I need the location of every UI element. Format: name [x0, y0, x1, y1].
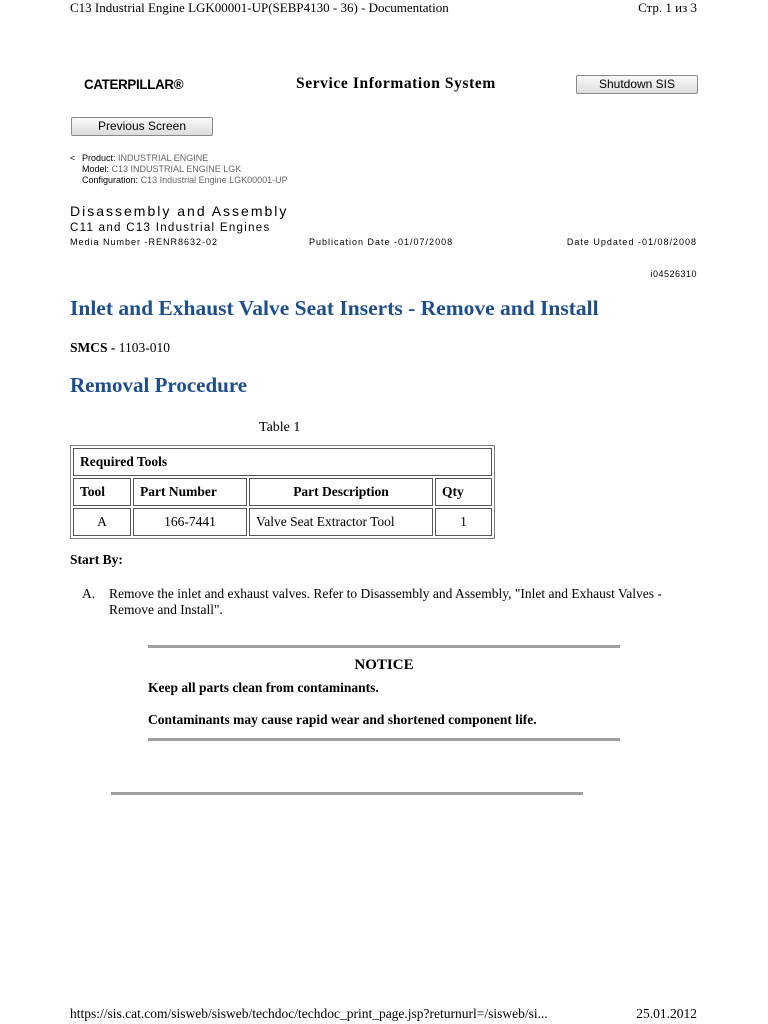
media-number: Media Number -RENR8632-02	[70, 237, 219, 247]
section-heading: Removal Procedure	[70, 373, 248, 397]
configuration-label: Configuration:	[82, 175, 139, 185]
product-value: INDUSTRIAL ENGINE	[118, 153, 209, 163]
caterpillar-logo: CATERPILLAR®	[84, 76, 184, 92]
cell-part-number: 166-7441	[133, 508, 247, 536]
table-header-row	[73, 478, 492, 506]
model-value: C13 INDUSTRIAL ENGINE LGK	[111, 164, 242, 174]
system-title: Service Information System	[296, 75, 496, 92]
section-end-divider	[111, 792, 583, 795]
table-title: Required Tools	[73, 448, 492, 476]
notice-line-1: Keep all parts clean from contaminants.	[148, 680, 379, 695]
start-by-label: Start By:	[70, 552, 123, 567]
table-title-row	[73, 448, 492, 476]
date-updated: Date Updated -01/08/2008	[566, 237, 697, 247]
smcs-label: SMCS -	[70, 340, 116, 355]
publication-date: Publication Date -01/07/2008	[309, 237, 454, 247]
column-header-qty: Qty	[435, 478, 492, 506]
footer-url: https://sis.cat.com/sisweb/sisweb/techdoc/techdoc_print_page.jsp?returnurl=/sisweb/si...	[70, 1006, 548, 1021]
previous-screen-button[interactable]: Previous Screen	[71, 117, 213, 136]
notice-title: NOTICE	[354, 657, 414, 673]
cell-qty: 1	[435, 508, 492, 536]
print-header-title: C13 Industrial Engine LGK00001-UP(SEBP4130 - 36) - Documentation	[70, 0, 449, 15]
print-page-number: Стр. 1 из 3	[638, 0, 697, 15]
breadcrumb-model	[70, 164, 288, 175]
column-header-part-description: Part Description	[249, 478, 433, 506]
document-subtitle: C11 and C13 Industrial Engines	[70, 222, 271, 234]
document-id: i04526310	[650, 269, 697, 279]
product-label: Product:	[82, 153, 116, 163]
shutdown-sis-button[interactable]: Shutdown SIS	[576, 75, 698, 94]
notice-bottom-divider	[148, 738, 620, 741]
footer-date: 25.01.2012	[636, 1006, 697, 1021]
cell-part-description: Valve Seat Extractor Tool	[249, 508, 433, 536]
column-header-part-number: Part Number	[133, 478, 247, 506]
configuration-value: C13 Industrial Engine LGK00001-UP	[140, 175, 288, 185]
breadcrumb	[70, 153, 288, 186]
notice-line-2: Contaminants may cause rapid wear and shortened component life.	[148, 712, 537, 727]
smcs-code	[70, 340, 170, 356]
column-header-tool: Tool	[73, 478, 131, 506]
breadcrumb-configuration	[70, 175, 288, 186]
list-item	[82, 586, 692, 618]
required-tools-table	[70, 445, 495, 539]
breadcrumb-product[interactable]	[70, 153, 288, 164]
notice-top-divider	[148, 645, 620, 648]
document-title: Disassembly and Assembly	[70, 203, 289, 219]
model-label: Model:	[82, 164, 110, 174]
step-marker: A.	[82, 586, 96, 601]
cell-tool: A	[73, 508, 131, 536]
page-title: Inlet and Exhaust Valve Seat Inserts - Remove and Install	[70, 296, 599, 320]
smcs-value: 1103-010	[118, 340, 171, 355]
table-row	[73, 508, 492, 536]
back-arrow-icon[interactable]: <	[70, 153, 76, 163]
table-caption: Table 1	[259, 420, 301, 435]
step-text: Remove the inlet and exhaust valves. Refer to Disassembly and Assembly, "Inlet and Exhaust Valves - Remove and Install".	[109, 586, 662, 617]
